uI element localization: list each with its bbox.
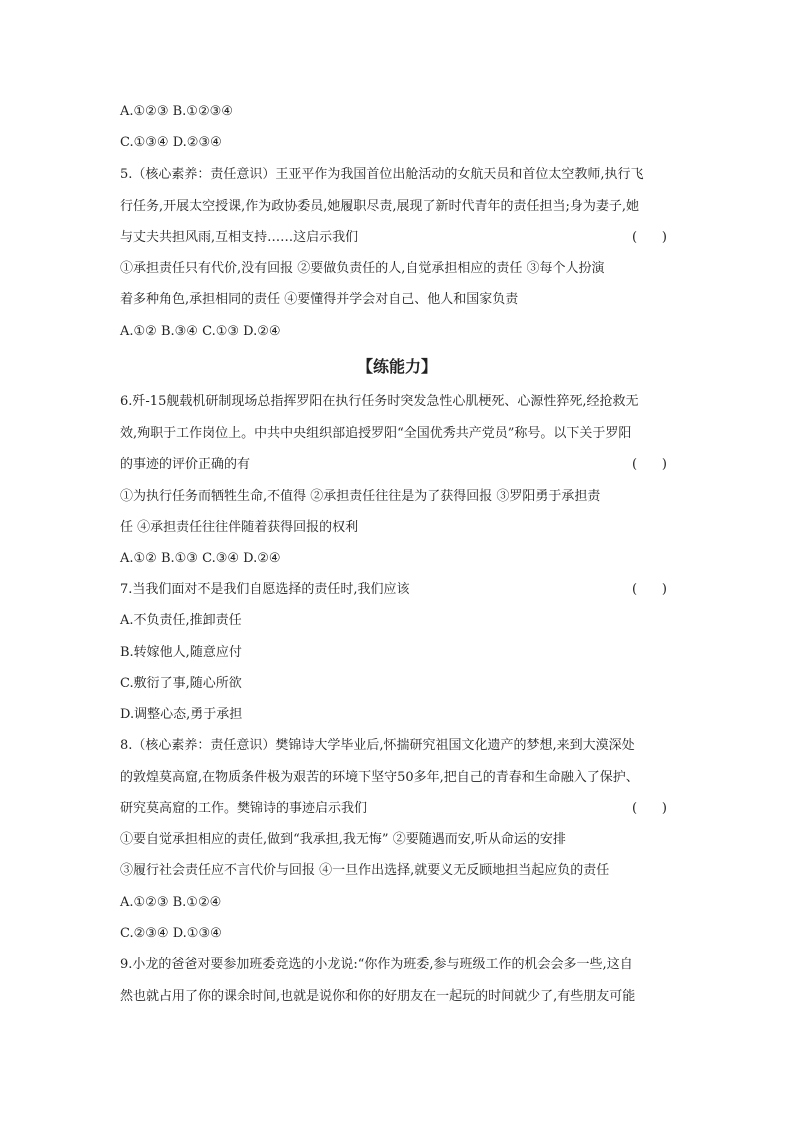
q5-stem-line-2: 行任务,开展太空授课,作为政协委员,她履职尽责,展现了新时代青年的责任担当;身为妻子,她 (120, 199, 640, 214)
q5-stem-line-1: 5.（核心素养：责任意识）王亚平作为我国首位出舱活动的女航天员和首位太空教师,执行飞 (120, 167, 644, 182)
q8-options-ab: A.①②③ B.①②④ (120, 895, 222, 910)
q5-statements-line-1: ①承担责任只有代价,没有回报 ②要做负责任的人,自觉承担相应的责任 ③每个人扮演 (120, 261, 605, 276)
section-heading: 【练能力】 (356, 357, 437, 376)
q8-statements-line-1: ①要自觉承担相应的责任,做到“我承担,我无悔” ②要随遇而安,听从命运的安排 (120, 832, 566, 847)
q7-option-c: C.敷衍了事,随心所欲 (120, 676, 242, 691)
q9-stem-line-1: 9.小龙的爸爸对要参加班委竞选的小龙说:“你作为班委,参与班级工作的机会会多一些,这自 (120, 957, 633, 972)
q6-statements-line-1: ①为执行任务而牺牲生命,不值得 ②承担责任往往是为了获得回报 ③罗阳勇于承担责 (120, 489, 601, 504)
q6-stem-line-1: 6.歼-15舰载机研制现场总指挥罗阳在执行任务时突发急性心肌梗死、心源性猝死,经抢救无 (120, 394, 639, 409)
q6-stem-line-3: 的事迹的评价正确的有 (120, 457, 251, 472)
q6-statements-line-2: 任 ④承担责任往往伴随着获得回报的权利 (120, 520, 359, 535)
q5-options: A.①② B.③④ C.①③ D.②④ (120, 324, 281, 339)
q7-stem: 7.当我们面对不是我们自愿选择的责任时,我们应该 (120, 582, 410, 597)
q9-stem-line-2: 然也就占用了你的课余时间,也就是说你和你的好朋友在一起玩的时间就少了,有些朋友可能 (120, 989, 636, 1004)
q5-statements-line-2: 着多种角色,承担相同的责任 ④要懂得并学会对自己、他人和国家负责 (120, 292, 519, 307)
q7-option-d: D.调整心态,勇于承担 (120, 707, 243, 722)
q7-answer-blank: ( ) (632, 582, 667, 597)
q6-options: A.①② B.①③ C.③④ D.②④ (120, 551, 281, 566)
q6-answer-blank: ( ) (632, 457, 667, 472)
q5-stem-line-3: 与丈夫共担风雨,互相支持……这启示我们 (120, 230, 359, 245)
q5-answer-blank: ( ) (632, 230, 667, 245)
q7-option-b: B.转嫁他人,随意应付 (120, 645, 242, 660)
q7-option-a: A.不负责任,推卸责任 (120, 613, 242, 628)
q8-stem-line-3: 研究莫高窟的工作。樊锦诗的事迹启示我们 (120, 801, 368, 816)
q4-options-ab: A.①②③ B.①②③④ (120, 104, 233, 119)
q8-answer-blank: ( ) (632, 801, 667, 816)
q8-stem-line-1: 8.（核心素养：责任意识）樊锦诗大学毕业后,怀揣研究祖国文化遗产的梦想,来到大漠深处 (120, 738, 635, 753)
q8-stem-line-2: 的敦煌莫高窟,在物质条件极为艰苦的环境下坚守50多年,把自己的青春和生命融入了保护、 (120, 770, 639, 785)
q8-options-cd: C.②③④ D.①③④ (120, 926, 222, 941)
q4-options-cd: C.①③④ D.②③④ (120, 135, 222, 150)
q6-stem-line-2: 效,殉职于工作岗位上。中共中央组织部追授罗阳“全国优秀共产党员”称号。以下关于罗阳 (120, 426, 632, 441)
q8-statements-line-2: ③履行社会责任应不言代价与回报 ④一旦作出选择,就要义无反顾地担当起应负的责任 (120, 863, 610, 878)
